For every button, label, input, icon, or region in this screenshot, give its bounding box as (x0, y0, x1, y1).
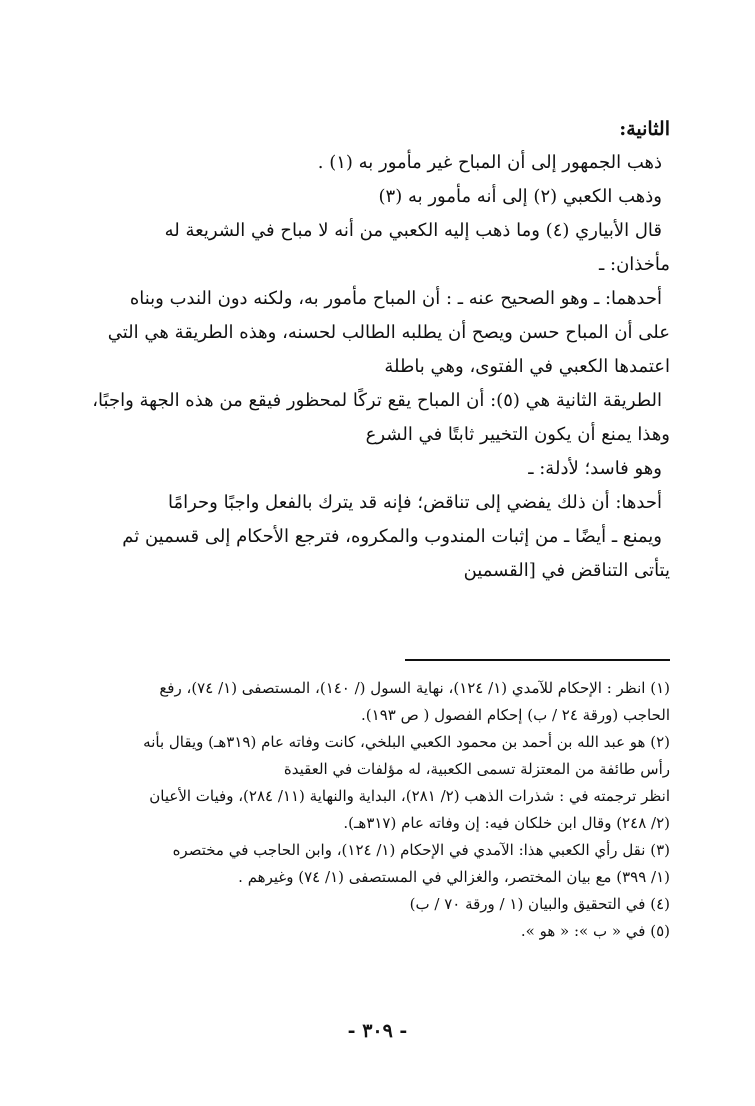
text-line: أحدهما: ـ وهو الصحيح عنه ـ : أن المباح مأمور به، ولكنه دون الندب وبناه (129, 288, 662, 309)
text-line: قال الأبياري (٤) وما ذهب إليه الكعبي من أنه لا مباح في الشريعة له (164, 220, 662, 241)
footnote-line: الحاجب (ورقة ٢٤ / ب) إحكام الفصول ( ص ١٩٣). (361, 706, 670, 724)
footnote-line: (٤) في التحقيق والبيان (١ / ورقة ٧٠ / ب) (409, 895, 670, 913)
section-heading: الثانية: (619, 118, 670, 140)
text-line: وهو فاسد؛ لأدلة: ـ (528, 458, 662, 479)
text-line: وهذا يمنع أن يكون التخيير ثابتًا في الشرع (365, 424, 670, 445)
text-line: ذهب الجمهور إلى أن المباح غير مأمور به (١) . (317, 152, 662, 173)
footnote-line: (١) انظر : الإحكام للآمدي (١/ ١٢٤)، نهاية السول (/ ١٤٠)، المستصفى (١/ ٧٤)، رفع (159, 679, 670, 697)
footnote-separator (405, 659, 670, 661)
main-text (60, 112, 670, 588)
page-number: - ٣٠٩ - (347, 1020, 408, 1042)
text-line: الطريقة الثانية هي (٥): أن المباح يقع تركًا لمحظور فيقع من هذه الجهة واجبًا، (92, 390, 662, 411)
text-line: مأخذان: ـ (599, 254, 670, 275)
text-line: يتأتى التناقض في [القسمين (463, 560, 670, 581)
text-line: على أن المباح حسن ويصح أن يطلبه الطالب لحسنه، وهذه الطريقة هي التي (107, 322, 670, 343)
footnote-line: (٢/ ٢٤٨) وقال ابن خلكان فيه: إن وفاته عام (٣١٧هـ). (343, 814, 670, 832)
footnote-line: انظر ترجمته في : شذرات الذهب (٢/ ٢٨١)، البداية والنهاية (١١/ ٢٨٤)، وفيات الأعيان (149, 787, 670, 805)
text-line: وذهب الكعبي (٢) إلى أنه مأمور به (٣) (378, 186, 662, 207)
footnotes (60, 675, 670, 945)
text-line: ويمنع ـ أيضًا ـ من إثبات المندوب والمكروه، فترجع الأحكام إلى قسمين ثم (122, 526, 662, 547)
footnote-line: (١/ ٣٩٩) مع بيان المختصر، والغزالي في المستصفى (١/ ٧٤) وغيرهم . (238, 868, 670, 886)
footnote-line: (٣) نقل رأي الكعبي هذا: الآمدي في الإحكام (١/ ١٢٤)، وابن الحاجب في مختصره (172, 841, 670, 859)
footnote-line: (٥) في « ب »: « هو ». (520, 922, 670, 940)
text-line: اعتمدها الكعبي في الفتوى، وهي باطلة (384, 356, 670, 377)
footnote-line: رأس طائفة من المعتزلة تسمى الكعبية، له مؤلفات في العقيدة (283, 760, 670, 778)
footnote-line: (٢) هو عبد الله بن أحمد بن محمود الكعبي البلخي، كانت وفاته عام (٣١٩هـ) ويقال بأنه (143, 733, 670, 751)
text-line: أحدها: أن ذلك يفضي إلى تناقض؛ فإنه قد يترك بالفعل واجبًا وحرامًا (168, 492, 662, 513)
